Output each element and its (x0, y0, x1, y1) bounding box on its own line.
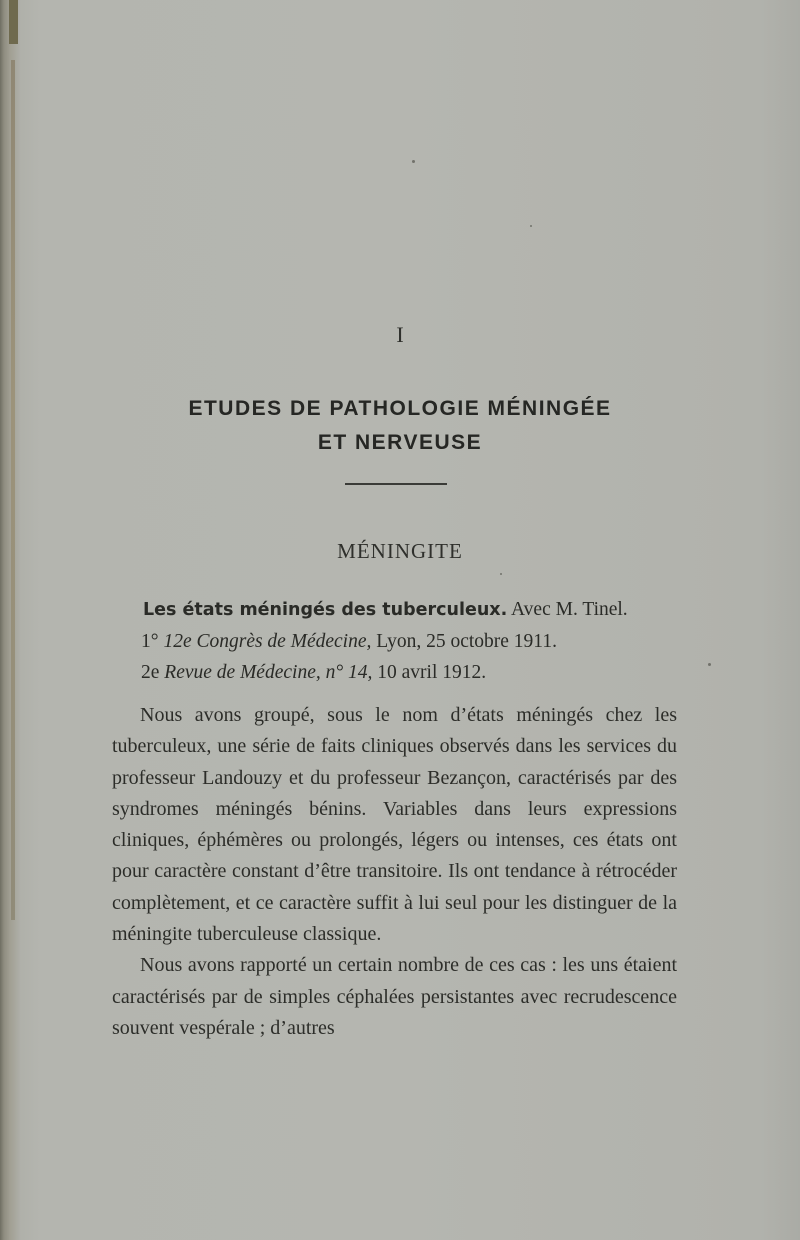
section-title (0, 392, 800, 460)
reference-1-venue: 12e Congrès de Médecine, (163, 631, 372, 652)
spine-edge (11, 60, 15, 920)
book-spine (0, 0, 20, 1240)
citation-block (143, 594, 703, 688)
citation-title: Les états méningés des tuberculeux. (143, 600, 508, 620)
section-title-line-2: ET NERVEUSE (317, 431, 483, 454)
paper-speck (708, 663, 711, 666)
citation-line-1 (143, 594, 703, 626)
citation-line-3 (143, 657, 703, 688)
title-divider (345, 483, 447, 485)
reference-2-detail: 10 avril 1912. (377, 662, 487, 683)
body-text (112, 700, 677, 1044)
reference-1-number: 1° (141, 631, 159, 652)
reference-1-detail: Lyon, 25 octobre 1911. (376, 631, 557, 652)
paper-speck (530, 225, 532, 227)
paper-speck (412, 160, 415, 163)
citation-line-2 (143, 626, 703, 657)
section-number: I (396, 322, 404, 347)
citation-authors: Avec M. Tinel. (511, 599, 628, 620)
section-title-line-1: ETUDES DE PATHOLOGIE MÉNINGÉE (188, 397, 612, 420)
reference-2-venue: Revue de Médecine, n° 14, (164, 662, 373, 683)
paper-speck (500, 573, 502, 575)
subheading: MÉNINGITE (337, 539, 463, 563)
reference-2-number: 2e (141, 662, 160, 683)
paragraph-2: Nous avons rapporté un certain nombre de ces cas : les uns étaient caractérisés par de simples céphalées persistantes avec recrudescence souvent vespérale ; d’autres (112, 954, 677, 1039)
paragraph-1: Nous avons groupé, sous le nom d’états méningés chez les tuberculeux, une série de faits cliniques observés dans les services du professeur Landouzy et du professeur Bezançon, caractérisés par des syndromes méningés bénins. Variables dans leurs expressions cliniques, éphémères ou prolongés, légers ou intenses, ces états ont pour caractère constant d’être transitoire. Ils ont tendance à rétrocéder complètement, et ce caractère suffit à lui seul pour les distinguer de la méningite tuberculeuse classique. (112, 704, 677, 946)
spine-mark (9, 0, 18, 44)
